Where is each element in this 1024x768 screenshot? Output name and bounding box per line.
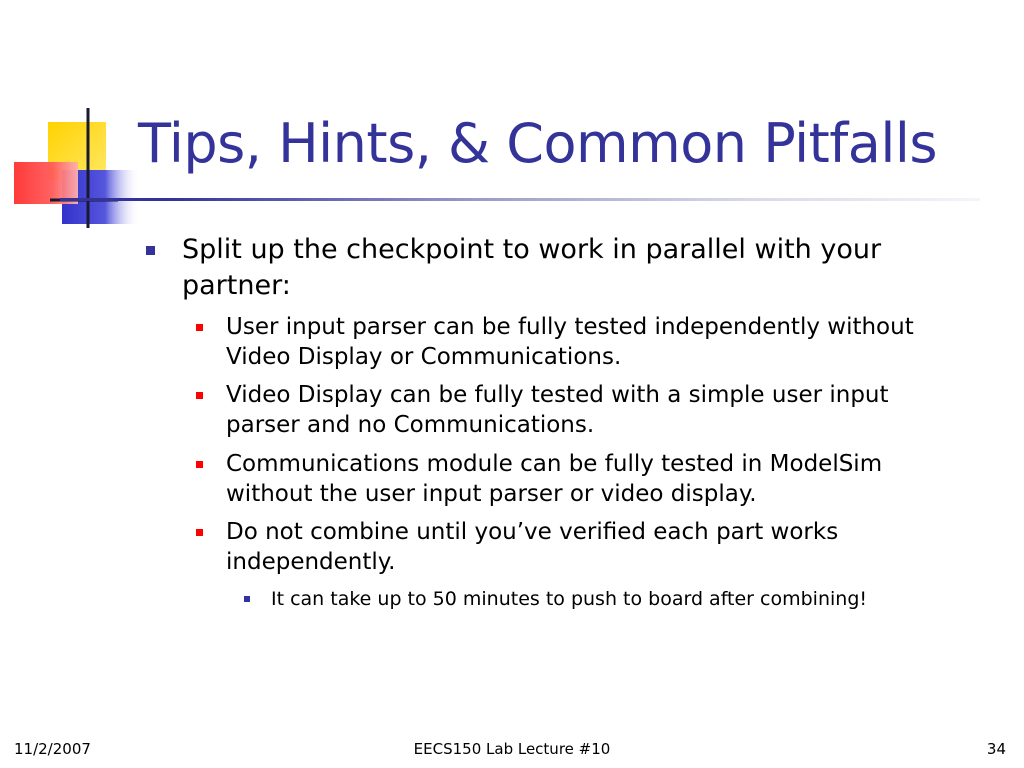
square-bullet-icon [196, 324, 203, 331]
bullet-line: without the user input parser or video display. [226, 481, 757, 507]
bullet-item-1 [182, 232, 881, 304]
slide-title: Tips, Hints, & Common Pitfalls [138, 112, 937, 175]
square-bullet-icon [196, 392, 203, 399]
sub-sub-bullet-item-1 [271, 586, 867, 612]
sub-bullet-item-1 [226, 312, 914, 372]
bullet-line: Video Display or Communications. [226, 344, 622, 370]
sub-bullet-item-4 [226, 517, 838, 577]
square-bullet-icon [244, 596, 250, 602]
bullet-line: Do not combine until you’ve verified each part works [226, 519, 839, 545]
footer-date: 11/2/2007 [14, 740, 91, 758]
bullet-line: parser and no Communications. [226, 412, 595, 438]
bullet-line: It can take up to 50 minutes to push to board after combining! [271, 588, 867, 610]
bullet-line: User input parser can be fully tested independently without [226, 314, 914, 340]
sub-bullet-item-3 [226, 449, 882, 509]
square-bullet-icon [196, 529, 203, 536]
bullet-line: Split up the checkpoint to work in parallel with your [182, 234, 882, 265]
bullet-line: independently. [226, 549, 396, 575]
slide-number: 34 [986, 740, 1006, 758]
bullet-line: partner: [182, 270, 291, 301]
square-bullet-icon [146, 246, 155, 255]
sub-bullet-item-2 [226, 380, 889, 440]
square-bullet-icon [196, 461, 203, 468]
footer-lecture-title: EECS150 Lab Lecture #10 [413, 740, 611, 758]
bullet-line: Video Display can be fully tested with a simple user input [226, 382, 889, 408]
bullet-line: Communications module can be fully tested in ModelSim [226, 451, 883, 477]
